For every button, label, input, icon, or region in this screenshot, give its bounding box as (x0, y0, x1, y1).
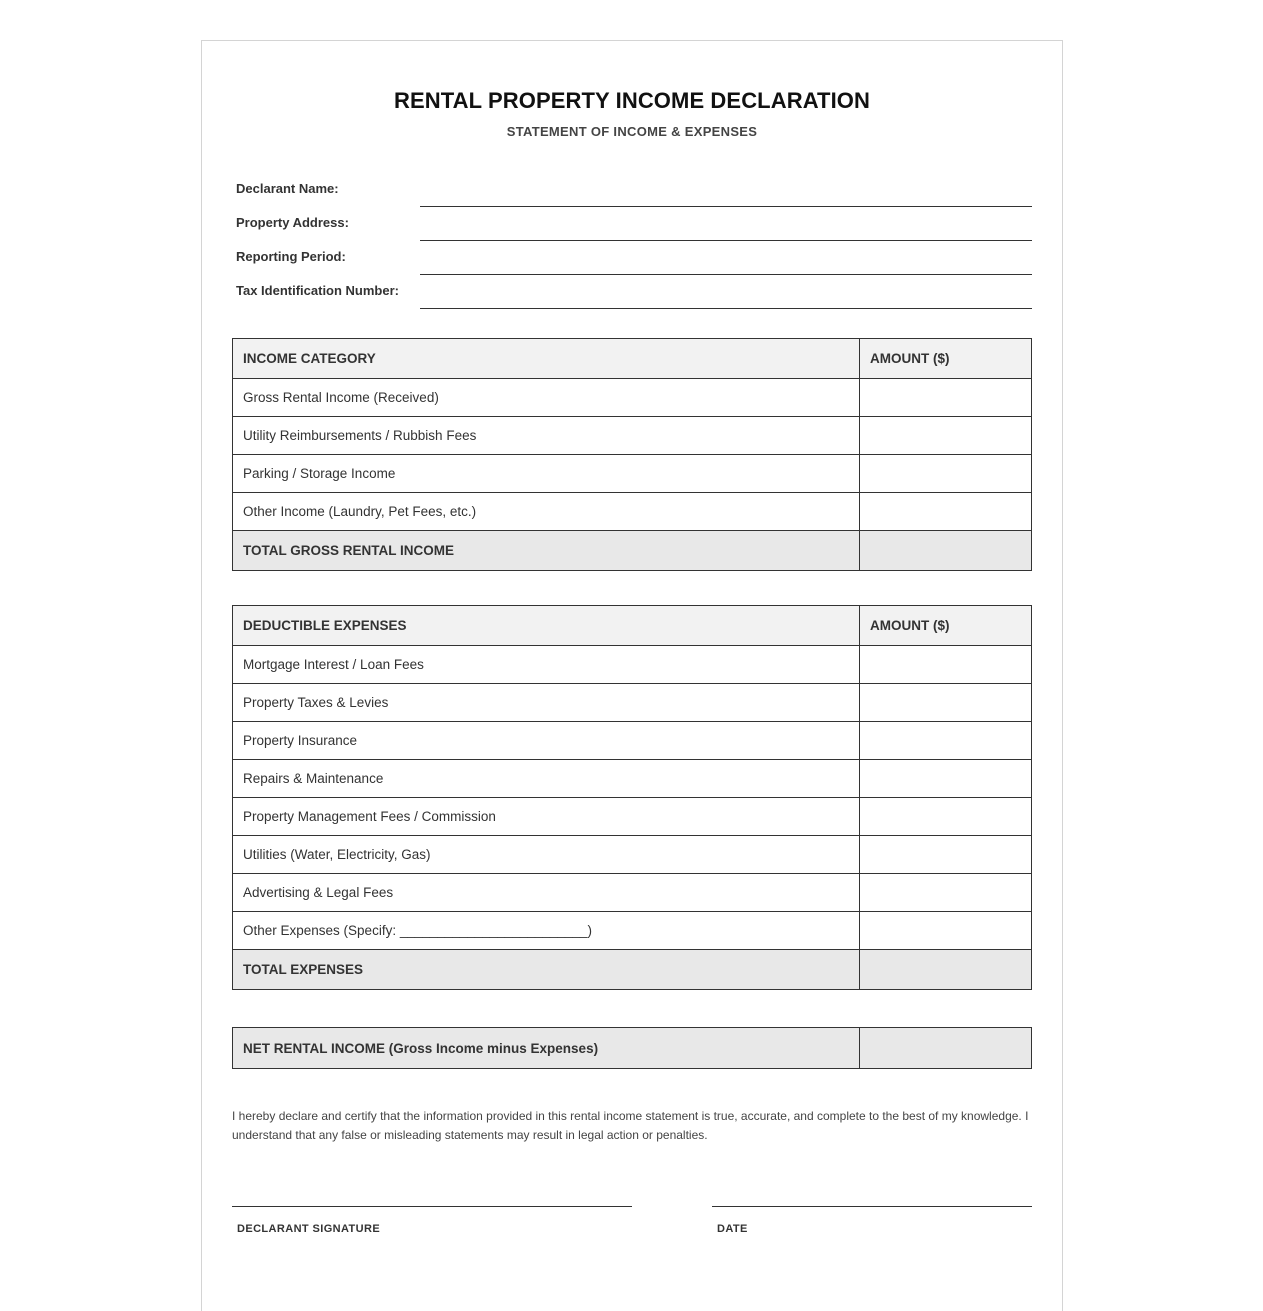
property-address-field[interactable] (420, 220, 1032, 241)
table-row (233, 760, 1032, 798)
income-amount-cell[interactable] (860, 417, 1032, 455)
income-row-label: Parking / Storage Income (233, 455, 860, 493)
income-total-amount[interactable] (860, 531, 1032, 571)
income-amount-cell[interactable] (860, 455, 1032, 493)
expense-row-label: Utilities (Water, Electricity, Gas) (233, 836, 860, 874)
table-row (233, 874, 1032, 912)
income-total-row (233, 531, 1032, 571)
property-address-row (236, 211, 1032, 241)
expense-row-label: Property Taxes & Levies (233, 684, 860, 722)
expense-amount-cell[interactable] (860, 836, 1032, 874)
expense-amount-cell[interactable] (860, 912, 1032, 950)
income-amount-header: AMOUNT ($) (860, 339, 1032, 379)
table-row (233, 722, 1032, 760)
net-income-row (233, 1028, 1032, 1069)
net-income-table (232, 1027, 1032, 1069)
expense-amount-cell[interactable] (860, 760, 1032, 798)
income-row-label: Other Income (Laundry, Pet Fees, etc.) (233, 493, 860, 531)
declaration-text: I hereby declare and certify that the information provided in this rental income statement is true, accurate, and complete to the best of my knowledge. I understand that any false or misleading statements may result in legal action or penalties. (232, 1109, 1029, 1142)
signature-line[interactable] (232, 1206, 632, 1207)
tax-id-label: Tax Identification Number: (236, 283, 399, 298)
expense-row-label: Property Insurance (233, 722, 860, 760)
property-address-label: Property Address: (236, 215, 349, 230)
expense-category-header: DEDUCTIBLE EXPENSES (233, 606, 860, 646)
reporting-period-row (236, 245, 1032, 275)
document-page (201, 40, 1063, 1311)
expense-amount-cell[interactable] (860, 684, 1032, 722)
reporting-period-field[interactable] (420, 254, 1032, 275)
net-income-amount[interactable] (860, 1028, 1032, 1069)
document-title: RENTAL PROPERTY INCOME DECLARATION (393, 88, 870, 113)
table-row (233, 493, 1032, 531)
expense-amount-header: AMOUNT ($) (860, 606, 1032, 646)
table-row (233, 798, 1032, 836)
declarant-name-row (236, 177, 1032, 207)
expense-amount-cell[interactable] (860, 798, 1032, 836)
table-row (233, 455, 1032, 493)
table-row (233, 836, 1032, 874)
table-row (233, 684, 1032, 722)
expense-row-label: Property Management Fees / Commission (233, 798, 860, 836)
expense-amount-cell[interactable] (860, 874, 1032, 912)
declarant-name-label: Declarant Name: (236, 181, 339, 196)
expense-total-row (233, 950, 1032, 990)
income-row-label: Utility Reimbursements / Rubbish Fees (233, 417, 860, 455)
table-row (233, 417, 1032, 455)
income-amount-cell[interactable] (860, 493, 1032, 531)
date-line[interactable] (712, 1206, 1032, 1207)
table-row (233, 379, 1032, 417)
income-header-row (233, 339, 1032, 379)
income-total-label: TOTAL GROSS RENTAL INCOME (233, 531, 860, 571)
expense-row-label: Repairs & Maintenance (233, 760, 860, 798)
tax-id-field[interactable] (420, 288, 1032, 309)
expense-amount-cell[interactable] (860, 722, 1032, 760)
expense-total-amount[interactable] (860, 950, 1032, 990)
date-label: DATE (717, 1223, 748, 1235)
expense-row-label: Advertising & Legal Fees (233, 874, 860, 912)
table-row (233, 912, 1032, 950)
expense-header-row (233, 606, 1032, 646)
income-table (232, 338, 1032, 571)
declarant-name-field[interactable] (420, 186, 1032, 207)
expense-total-label: TOTAL EXPENSES (233, 950, 860, 990)
expense-amount-cell[interactable] (860, 646, 1032, 684)
expense-row-label: Mortgage Interest / Loan Fees (233, 646, 860, 684)
net-income-label: NET RENTAL INCOME (Gross Income minus Expenses) (233, 1028, 860, 1069)
income-row-label: Gross Rental Income (Received) (233, 379, 860, 417)
income-amount-cell[interactable] (860, 379, 1032, 417)
expense-table (232, 605, 1032, 990)
income-category-header: INCOME CATEGORY (233, 339, 860, 379)
document-subtitle: STATEMENT OF INCOME & EXPENSES (506, 124, 758, 139)
reporting-period-label: Reporting Period: (236, 249, 346, 264)
tax-id-row (236, 279, 1032, 309)
expense-row-label: Other Expenses (Specify: _________________________) (233, 912, 860, 950)
signature-label: DECLARANT SIGNATURE (237, 1223, 381, 1235)
table-row (233, 646, 1032, 684)
